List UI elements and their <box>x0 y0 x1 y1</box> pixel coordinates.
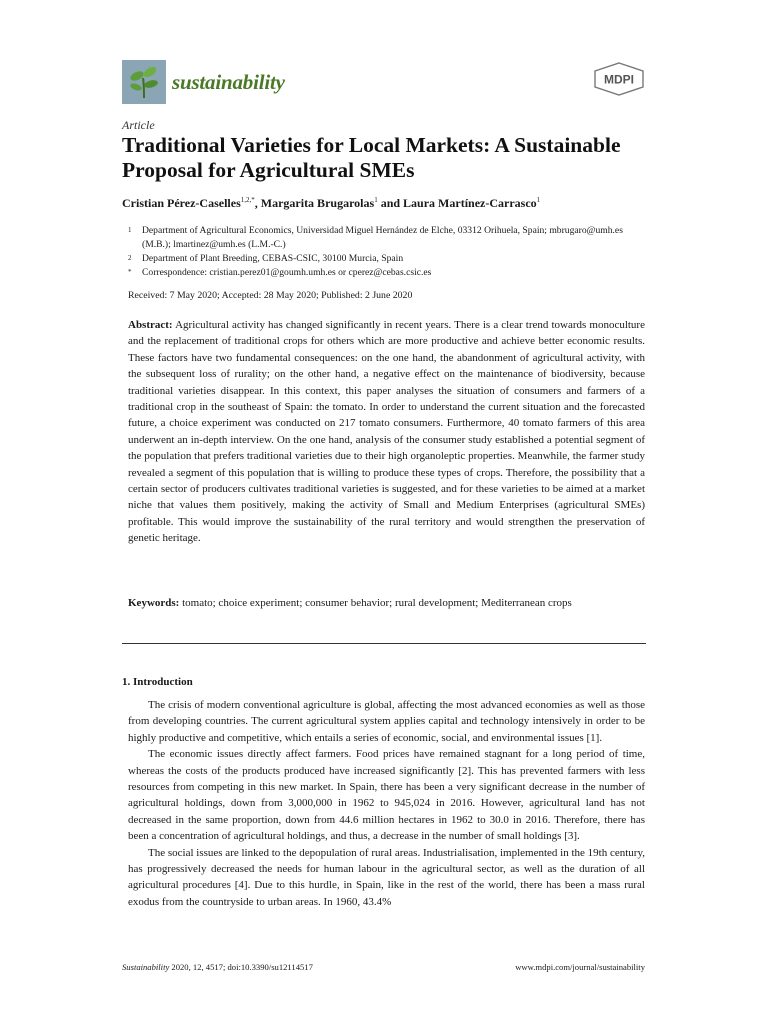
author-separator: and <box>377 196 404 210</box>
publication-dates: Received: 7 May 2020; Accepted: 28 May 2020; Published: 2 June 2020 <box>128 290 413 301</box>
footer-citation <box>122 962 313 972</box>
author-separator: , <box>254 196 261 210</box>
section-divider <box>122 643 646 644</box>
footer-citation-text: 2020, 12, 4517; doi:10.3390/su12114517 <box>169 962 313 972</box>
publisher-logo <box>593 62 645 96</box>
abstract-label: Abstract: <box>128 319 173 331</box>
footer-url[interactable]: www.mdpi.com/journal/sustainability <box>515 962 645 972</box>
article-title: Traditional Varieties for Local Markets: A Sustainable Proposal for Agricultural SMEs <box>122 133 621 182</box>
affiliation-text: Correspondence: cristian.perez01@goumh.umh.es or cperez@cebas.csic.es <box>142 267 432 278</box>
affiliation <box>128 252 648 266</box>
abstract <box>128 317 645 547</box>
author-name: Laura Martínez-Carrasco <box>403 196 537 210</box>
affiliation-text: Department of Plant Breeding, CEBAS-CSIC, 30100 Murcia, Spain <box>142 253 404 264</box>
introduction-body <box>128 697 645 910</box>
affiliation-mark: * <box>128 268 132 276</box>
footer-journal: Sustainability <box>122 962 170 972</box>
affiliation-mark: 2 <box>128 254 132 262</box>
journal-name: sustainability <box>172 70 285 94</box>
journal-logo <box>122 60 166 104</box>
author-name: Margarita Brugarolas <box>260 196 375 210</box>
abstract-text: Agricultural activity has changed significantly in recent years. There is a clear trend towards monoculture and the replacement of traditional crops for others which are more productive and achieve better economic results. These factors have two fundamental consequences: on the one hand, the abandonment of agricultural activity, with the subsequent loss of rurality; on the other hand, a negative effect on the maintenance of biodiversity, because traditional varieties disappear. In this context, this paper analyses the situation of consumers and farmers of a traditional crop in the southeast of Spain: the tomato. In order to understand the current situation and the forecasted future, a choice experiment was conducted on 217 tomato consumers. Furthermore, 40 tomato farmers of this area underwent an in-depth interview. On the one hand, analysis of the consumer study established a potential segment of the population that prefers traditional varieties due to their high organoleptic properties. Meanwhile, the farmer study revealed a segment of this population that is willing to produce these types of crops. Therefore, the possibility that a certain sector of producers cultivates traditional varieties is suggested, and for these varieties to be aimed at a market niche that values them positively, making the activity of Small and Medium Enterprises (agricultural SMEs) profitable. This would improve the sustainability of the rural territory and would strengthen the preservation of genetic heritage. <box>128 319 645 545</box>
body-paragraph: The social issues are linked to the depopulation of rural areas. Industrialisation, implemented in the 19th century, has progressively decreased the needs for human labour in the agricultural sector, as well as the duration of all agricultural procedures [4]. Due to this hurdle, in Spain, like in the rest of the world, there has been a mass rural exodus from the countryside to urban areas. In 1960, 43.4% <box>128 846 645 908</box>
affiliation-mark: 1 <box>128 226 132 234</box>
author-affil-mark: 1 <box>536 196 541 204</box>
leaf-icon <box>122 60 166 104</box>
correspondence <box>128 266 648 280</box>
author-affil-mark: 1 <box>374 196 378 204</box>
mdpi-logo-icon <box>593 62 645 96</box>
affiliation <box>128 224 648 252</box>
body-paragraph: The economic issues directly affect farmers. Food prices have remained stagnant for a long period of time, whereas the costs of the products produced have increased significantly [2]. This has prevented farmers with less resources from competing in this new market. In Spain, there has been a very significant decrease in the number of agricultural holdings, down from 3,000,000 in 1962 to 945,024 in 2016. However, agricultural land has not decreased in the same proportion, down from 44.6 million hectares in 1962 to 30.0 in 2016. Therefore, there has been a concentration of agricultural holdings, and thus, a decrease in the number of small holdings [3]. <box>128 748 645 843</box>
keywords-text: tomato; choice experiment; consumer behavior; rural development; Mediterranean crops <box>182 597 572 609</box>
author-list <box>122 196 540 211</box>
keywords-label: Keywords: <box>128 597 180 609</box>
author-affil-mark: 1,2,* <box>240 196 255 204</box>
article-type: Article <box>122 118 155 132</box>
section-heading: 1. Introduction <box>122 676 193 688</box>
author-name: Cristian Pérez-Caselles <box>122 196 241 210</box>
keywords <box>128 595 645 611</box>
affiliation-text: Department of Agricultural Economics, Universidad Miguel Hernández de Elche, 03312 Orihuela, Spain; mbrugaro@umh.es (M.B.); lmartinez@umh.es (L.M.-C.) <box>142 225 623 250</box>
body-paragraph: The crisis of modern conventional agriculture is global, affecting the most advanced economies as well as those from developing countries. The current agricultural system applies capital and technology intensively in order to be highly productive and competitive, which entails a series of economic, social, and environmental issues [1]. <box>128 699 645 744</box>
svg-text:MDPI: MDPI <box>604 72 634 87</box>
